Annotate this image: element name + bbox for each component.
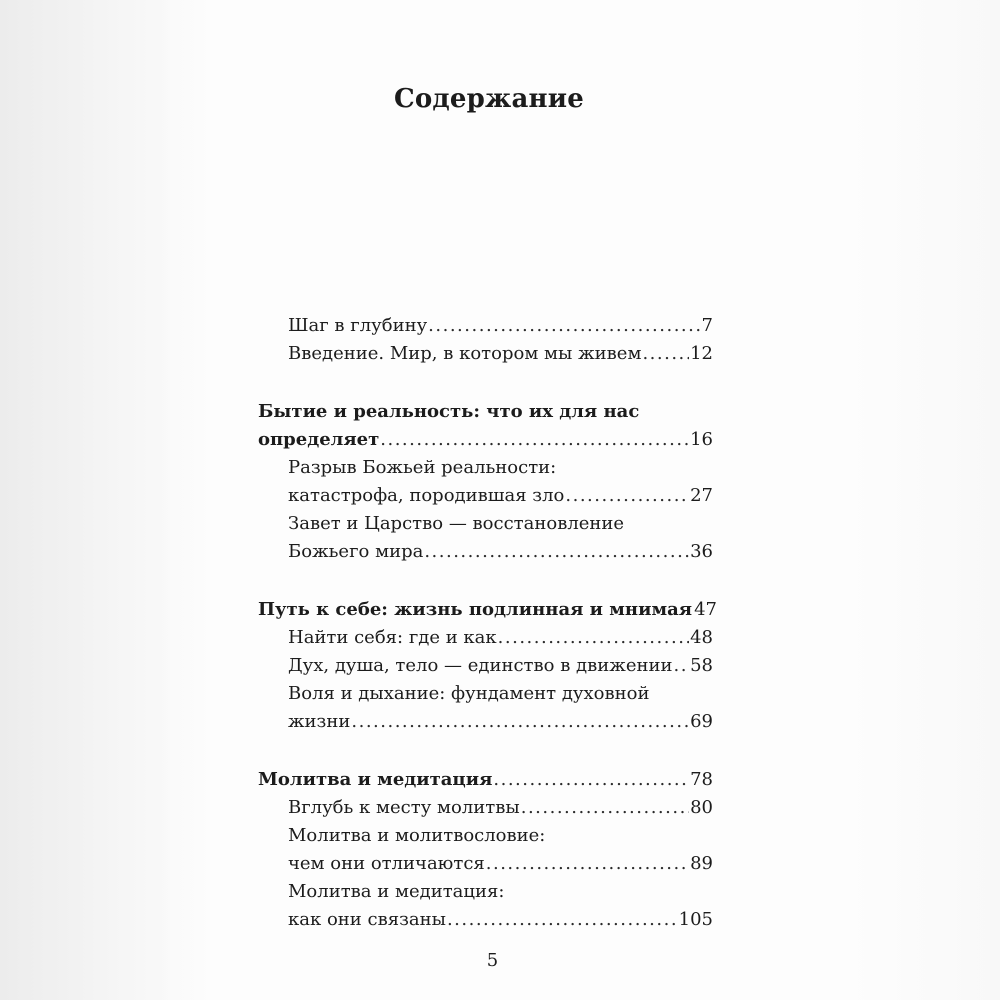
toc-entry — [258, 822, 713, 850]
toc-leader-dots — [521, 794, 689, 822]
toc-leader-dots — [673, 652, 689, 680]
toc-leader-dots — [493, 766, 689, 794]
toc-entry-title: чем они отличаются — [288, 853, 485, 874]
toc-page-number: 105 — [678, 909, 713, 930]
toc-entry — [258, 624, 713, 652]
toc-entry — [258, 454, 713, 482]
toc-leader-dots — [428, 312, 700, 340]
toc-entry-title: Шаг в глубину — [288, 315, 428, 336]
toc-leader-dots — [642, 340, 689, 368]
page-number: 5 — [486, 950, 499, 971]
toc-entry — [258, 482, 713, 510]
toc-entry — [258, 708, 713, 736]
toc-leader-dots — [424, 538, 689, 566]
toc-page-number: 16 — [690, 429, 713, 450]
toc-entry-title: определяет — [258, 429, 380, 450]
toc-entry-title: Вглубь к месту молитвы — [288, 797, 520, 818]
toc-entry — [258, 652, 713, 680]
toc-page-number: 80 — [690, 797, 713, 818]
toc-entry-title: катастрофа, породившая зло — [288, 485, 565, 506]
toc-leader-dots — [498, 624, 689, 652]
toc-entry — [258, 538, 713, 566]
toc-entry-title-line1: Молитва и молитвословие: — [288, 825, 546, 846]
toc-entry-title-line1: Молитва и медитация: — [288, 881, 505, 902]
page-title: Содержание — [393, 84, 585, 114]
toc-entry — [258, 510, 713, 538]
toc-page-number: 48 — [690, 627, 713, 648]
toc-leader-dots — [351, 708, 689, 736]
toc-leader-dots — [565, 482, 689, 510]
toc-page-number: 78 — [690, 769, 713, 790]
toc-entry-title: Путь к себе: жизнь подлинная и мнимая — [258, 599, 693, 620]
toc-page-number: 58 — [690, 655, 713, 676]
toc-entry-title: Введение. Мир, в котором мы живем — [288, 343, 642, 364]
toc-leader-dots — [447, 906, 678, 934]
toc-entry — [258, 312, 713, 340]
toc-page-number: 36 — [690, 541, 713, 562]
toc-entry-title-line1: Разрыв Божьей реальности: — [288, 457, 557, 478]
toc-entry-title: Молитва и медитация — [258, 769, 493, 790]
toc-section-heading — [258, 766, 713, 794]
toc-section-heading — [258, 398, 713, 426]
toc-entry — [258, 878, 713, 906]
toc-entry-title: Божьего мира — [288, 541, 424, 562]
toc-entry — [258, 850, 713, 878]
toc-page-number: 12 — [690, 343, 713, 364]
toc-entry-title-line1: Воля и дыхание: фундамент духовной — [288, 683, 650, 704]
toc-entry-title: Дух, душа, тело — единство в движении — [288, 655, 673, 676]
toc-section-heading — [258, 426, 713, 454]
toc-section-heading — [258, 596, 717, 624]
toc-page-number: 47 — [694, 599, 717, 620]
toc-entry-title-line1: Завет и Царство — восстановление — [288, 513, 625, 534]
toc-page-number: 69 — [690, 711, 713, 732]
table-of-contents — [258, 312, 717, 934]
toc-entry-title-line1: Бытие и реальность: что их для нас — [258, 401, 640, 422]
toc-leader-dots — [380, 426, 689, 454]
toc-entry — [258, 794, 713, 822]
toc-page-number: 27 — [690, 485, 713, 506]
toc-entry — [258, 340, 713, 368]
toc-page-number: 7 — [701, 315, 713, 336]
toc-leader-dots — [486, 850, 689, 878]
toc-page-number: 89 — [690, 853, 713, 874]
toc-entry — [258, 906, 713, 934]
toc-entry-title: как они связаны — [288, 909, 446, 930]
toc-entry-title: жизни — [288, 711, 351, 732]
toc-entry-title: Найти себя: где и как — [288, 627, 497, 648]
toc-entry — [258, 680, 713, 708]
